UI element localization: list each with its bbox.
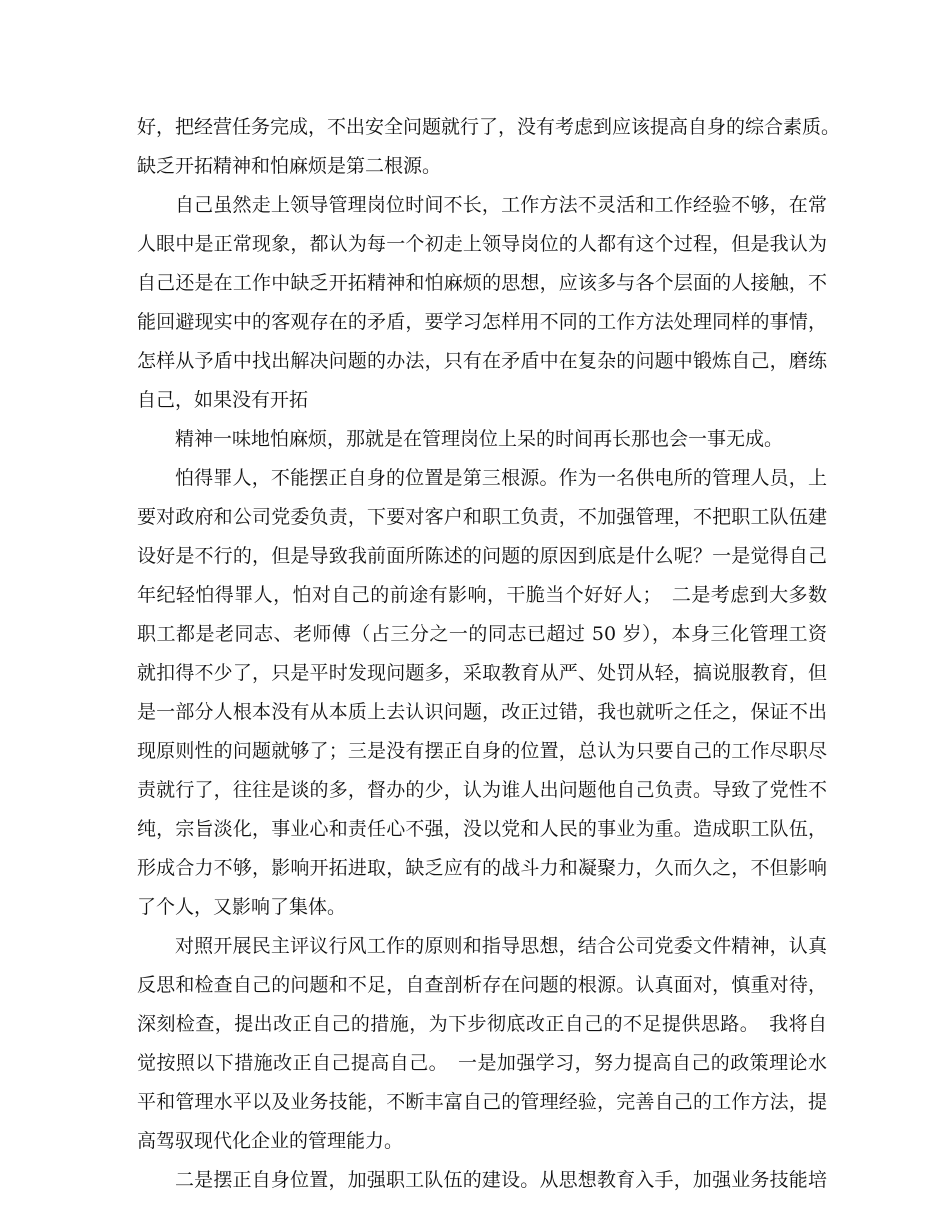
text-line: 了个人，又影响了集体。: [137, 896, 347, 918]
text-line: 怕得罪人，不能摆正自身的位置是第三根源。作为一名供电所的管理人员，上: [175, 467, 827, 489]
text-line: 是一部分人根本没有从本质上去认识问题，改正过错，我也就听之任之，保证不出: [137, 701, 827, 723]
text-line: 设好是不行的，但是导致我前面所陈述的问题的原因到底是什么呢？一是觉得自己: [137, 545, 827, 567]
text-line: 二是摆正自身位置，加强职工队伍的建设。从思想教育入手，加强业务技能培: [175, 1169, 827, 1191]
text-line: 怎样从予盾中找出解决问题的办法，只有在矛盾中在复杂的问题中锻炼自己，磨练: [137, 350, 827, 372]
text-line: 纯，宗旨淡化，事业心和责任心不强，没以党和人民的事业为重。造成职工队伍，: [137, 818, 827, 840]
text-line: 要对政府和公司党委负责，下要对客户和职工负责，不加强管理，不把职工队伍建: [137, 506, 827, 528]
text-line: 自己虽然走上领导管理岗位时间不长，工作方法不灵活和工作经验不够，在常: [175, 194, 827, 216]
text-line: 好，把经营任务完成，不出安全问题就行了，没有考虑到应该提高自身的综合素质。: [137, 116, 841, 138]
text-line: 责就行了，往往是谈的多，督办的少，认为谁人出问题他自己负责。导致了党性不: [137, 779, 827, 801]
text-line: 年纪轻怕得罪人，怕对自己的前途有影响，干脆当个好好人； 二是考虑到大多数: [137, 584, 827, 606]
text-line: 职工都是老同志、老师傅（占三分之一的同志已超过 50 岁），本身三化管理工资: [137, 623, 827, 645]
text-line: 就扣得不少了，只是平时发现问题多，采取教育从严、处罚从轻，搞说服教育，但: [137, 662, 827, 684]
text-line: 精神一味地怕麻烦，那就是在管理岗位上呆的时间再长那也会一事无成。: [175, 428, 784, 450]
text-line: 深刻检查，提出改正自己的措施，为下步彻底改正自己的不足提供思路。 我将自: [137, 1013, 827, 1035]
text-line: 现原则性的问题就够了；三是没有摆正自身的位置，总认为只要自己的工作尽职尽: [137, 740, 827, 762]
text-line: 觉按照以下措施改正自己提高自己。 一是加强学习，努力提高自己的政策理论水: [137, 1052, 827, 1074]
document-body: [137, 108, 841, 1200]
text-line: 能回避现实中的客观存在的矛盾，要学习怎样用不同的工作方法处理同样的事情，: [137, 311, 827, 333]
text-line: 自己还是在工作中缺乏开拓精神和怕麻烦的思想，应该多与各个层面的人接触，不: [137, 272, 827, 294]
text-line: 人眼中是正常现象，都认为每一个初走上领导岗位的人都有这个过程，但是我认为: [137, 233, 827, 255]
text-line: 高驾驭现代化企业的管理能力。: [137, 1130, 404, 1152]
text-line: 形成合力不够，影响开拓进取，缺乏应有的战斗力和凝聚力，久而久之，不但影响: [137, 857, 827, 879]
text-line: 平和管理水平以及业务技能，不断丰富自己的管理经验，完善自己的工作方法，提: [137, 1091, 827, 1113]
text-line: 对照开展民主评议行风工作的原则和指导思想，结合公司党委文件精神，认真: [175, 935, 827, 957]
text-line: 自己，如果没有开拓: [137, 389, 309, 411]
text-line: 缺乏开拓精神和怕麻烦是第二根源。: [137, 155, 442, 177]
text-line: 反思和检查自己的问题和不足，自查剖析存在问题的根源。认真面对，慎重对待，: [137, 974, 827, 996]
